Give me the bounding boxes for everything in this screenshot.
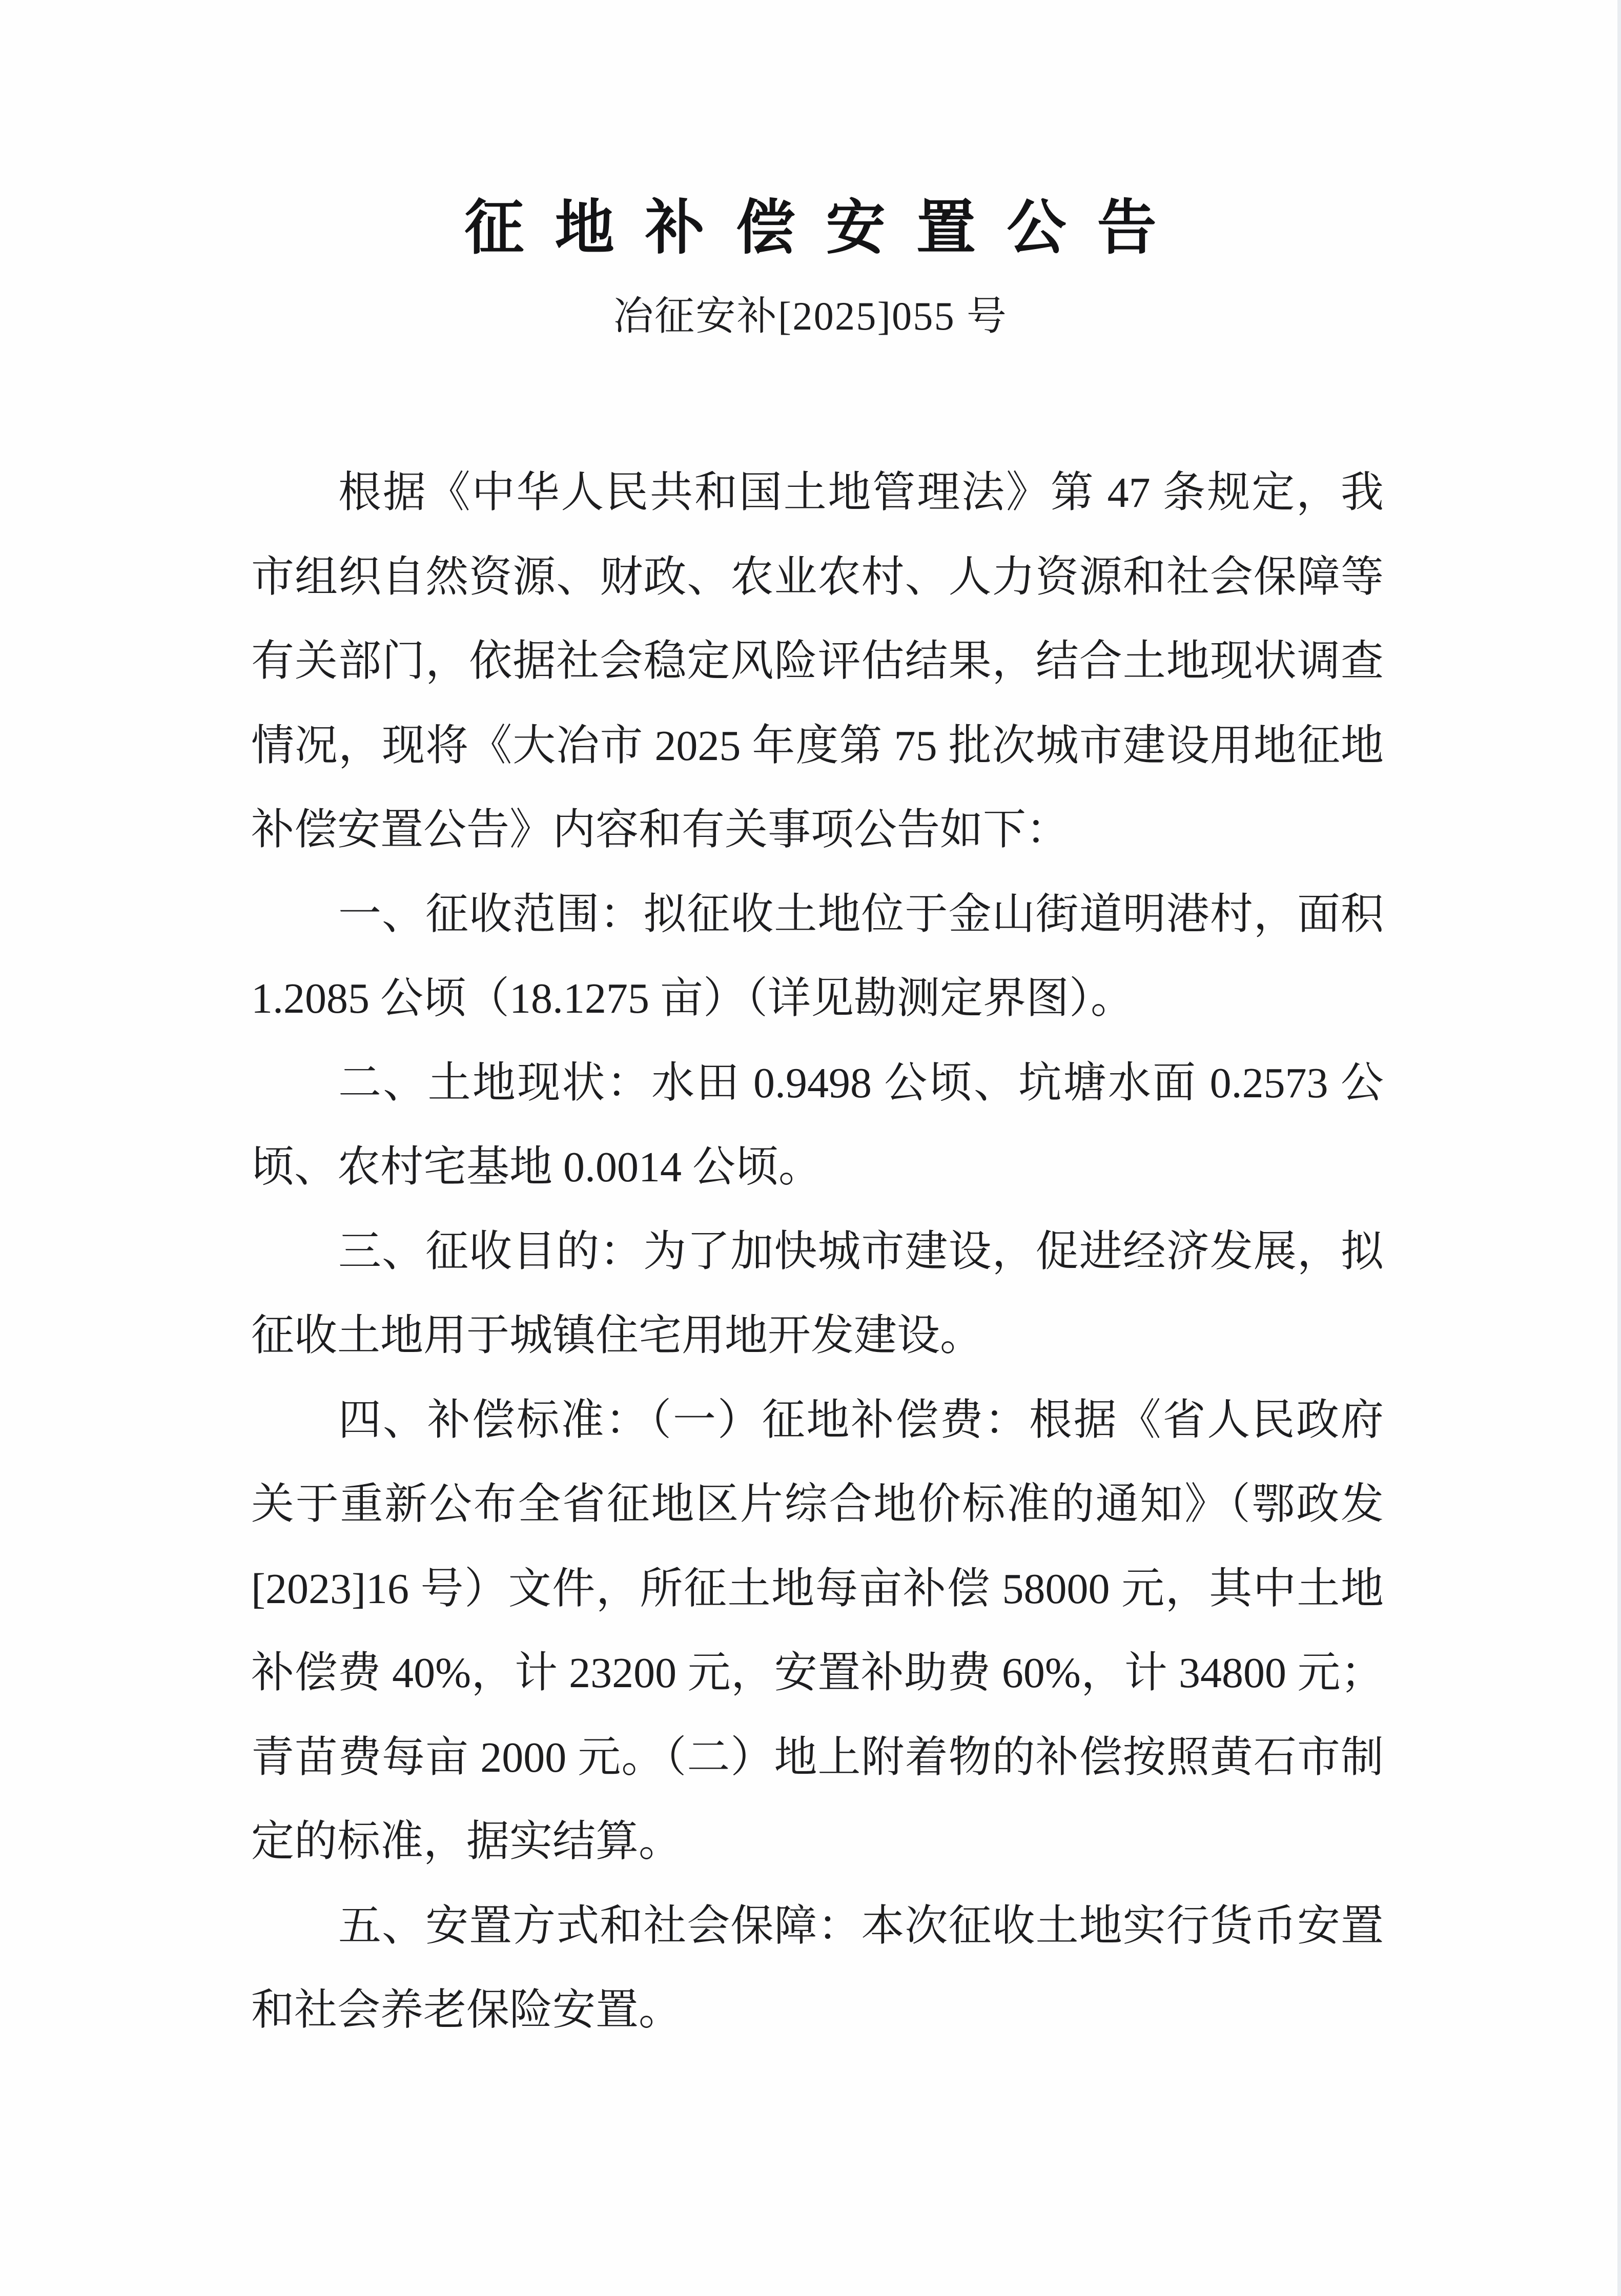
body-line: 青苗费每亩 2000 元。（二）地上附着物的补偿按照黄石市制 [251,1733,1384,1781]
body-line: 根据《中华人民共和国土地管理法》第 47 条规定，我 [338,469,1384,517]
body-line: 三、征收目的：为了加快城市建设，促进经济发展，拟 [338,1227,1384,1276]
scan-edge-artifact [1617,0,1621,2296]
body-line: 补偿费 40%，计 23200 元，安置补助费 60%，计 34800 元； [251,1649,1384,1697]
body-line: 一、征收范围：拟征收土地位于金山街道明港村，面积 [338,890,1384,938]
body-line: 和社会养老保险安置。 [251,1986,682,2034]
body-line: 1.2085 公顷（18.1275 亩）（详见勘测定界图）。 [251,975,1134,1022]
body-line: 有关部门，依据社会稳定风险评估结果，结合土地现状调查 [251,638,1384,685]
body-line: 征收土地用于城镇住宅用地开发建设。 [251,1312,983,1360]
body-line: 二、土地现状：水田 0.9498 公顷、坑塘水面 0.2573 公 [338,1059,1384,1107]
body-line: 定的标准，据实结算。 [251,1818,682,1865]
body-line: 情况，现将《大冶市 2025 年度第 75 批次城市建设用地征地 [251,722,1384,770]
document-body [251,451,1384,2053]
body-line: 五、安置方式和社会保障：本次征收土地实行货币安置 [338,1902,1384,1950]
body-line: 补偿安置公告》内容和有关事项公告如下： [251,806,1070,854]
body-line: [2023]16 号）文件，所征土地每亩补偿 58000 元，其中土地 [251,1565,1384,1613]
body-line: 顷、农村宅基地 0.0014 公顷。 [251,1143,822,1191]
body-line: 市组织自然资源、财政、农业农村、人力资源和社会保障等 [251,553,1384,601]
body-line: 四、补偿标准：（一）征地补偿费：根据《省人民政府 [338,1396,1384,1444]
body-line: 关于重新公布全省征地区片综合地价标准的通知》（鄂政发 [251,1481,1384,1528]
document-number: 冶征安补[2025]055 号 [613,294,1008,338]
document-title: 征地补偿安置公告 [464,196,1187,261]
